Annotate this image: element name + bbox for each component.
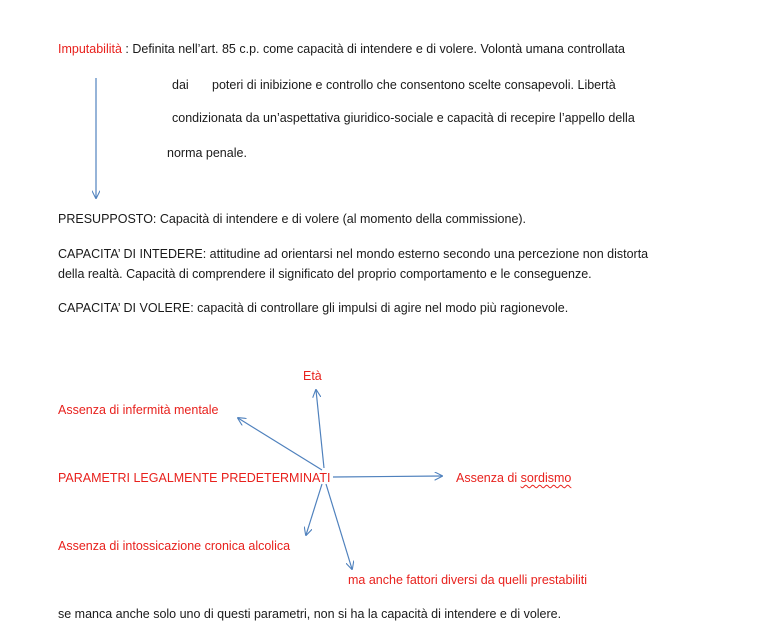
intro-text-1: Definita nell’art. 85 c.p. come capacità di intendere e di volere. Volontà umana controllata — [132, 42, 626, 56]
altri-fattori-label: ma anche fattori diversi da quelli prestabiliti — [348, 573, 588, 587]
sordismo-word: sordismo — [520, 471, 572, 485]
arrow-to-sordismo — [333, 476, 442, 477]
arrow-to-infermita — [238, 418, 322, 470]
presupposto-paragraph: PRESUPPOSTO: Capacità di intendere e di volere (al momento della commissione). — [58, 212, 527, 226]
parametri-center-label: PARAMETRI LEGALMENTE PREDETERMINATI — [58, 471, 331, 485]
capacita-intendere-line-1: CAPACITA’ DI INTEDERE: attitudine ad orientarsi nel mondo esterno secondo una percezione non distorta — [58, 247, 649, 261]
intro-line-3: condizionata da un’aspettativa giuridico-sociale e capacità di recepire l’appello della — [172, 111, 635, 125]
arrow-to-eta — [316, 390, 324, 468]
eta-label: Età — [303, 369, 322, 383]
imputabilita-label: Imputabilità — [58, 42, 122, 56]
conclusion-paragraph: se manca anche solo uno di questi parametri, non si ha la capacità di intendere e di volere. — [58, 607, 562, 621]
capacita-intendere-line-2: della realtà. Capacità di comprendere il significato del proprio comportamento e le conseguenze. — [58, 267, 592, 281]
intossicazione-label: Assenza di intossicazione cronica alcolica — [58, 539, 291, 553]
intro-line-2a: dai — [172, 78, 189, 92]
intro-line-2b: poteri di inibizione e controllo che consentono scelte consapevoli. Libertà — [212, 78, 616, 92]
arrow-to-altri-fattori — [326, 484, 352, 569]
sordismo-prefix: Assenza di — [456, 471, 521, 485]
intro-line-4: norma penale. — [167, 146, 247, 160]
capacita-volere-paragraph: CAPACITA’ DI VOLERE: capacità di controllare gli impulsi di agire nel modo più ragionevole. — [58, 301, 569, 315]
arrow-to-intossicazione — [306, 484, 322, 535]
intro-separator: : — [121, 42, 133, 56]
infermita-label: Assenza di infermità mentale — [58, 403, 219, 417]
